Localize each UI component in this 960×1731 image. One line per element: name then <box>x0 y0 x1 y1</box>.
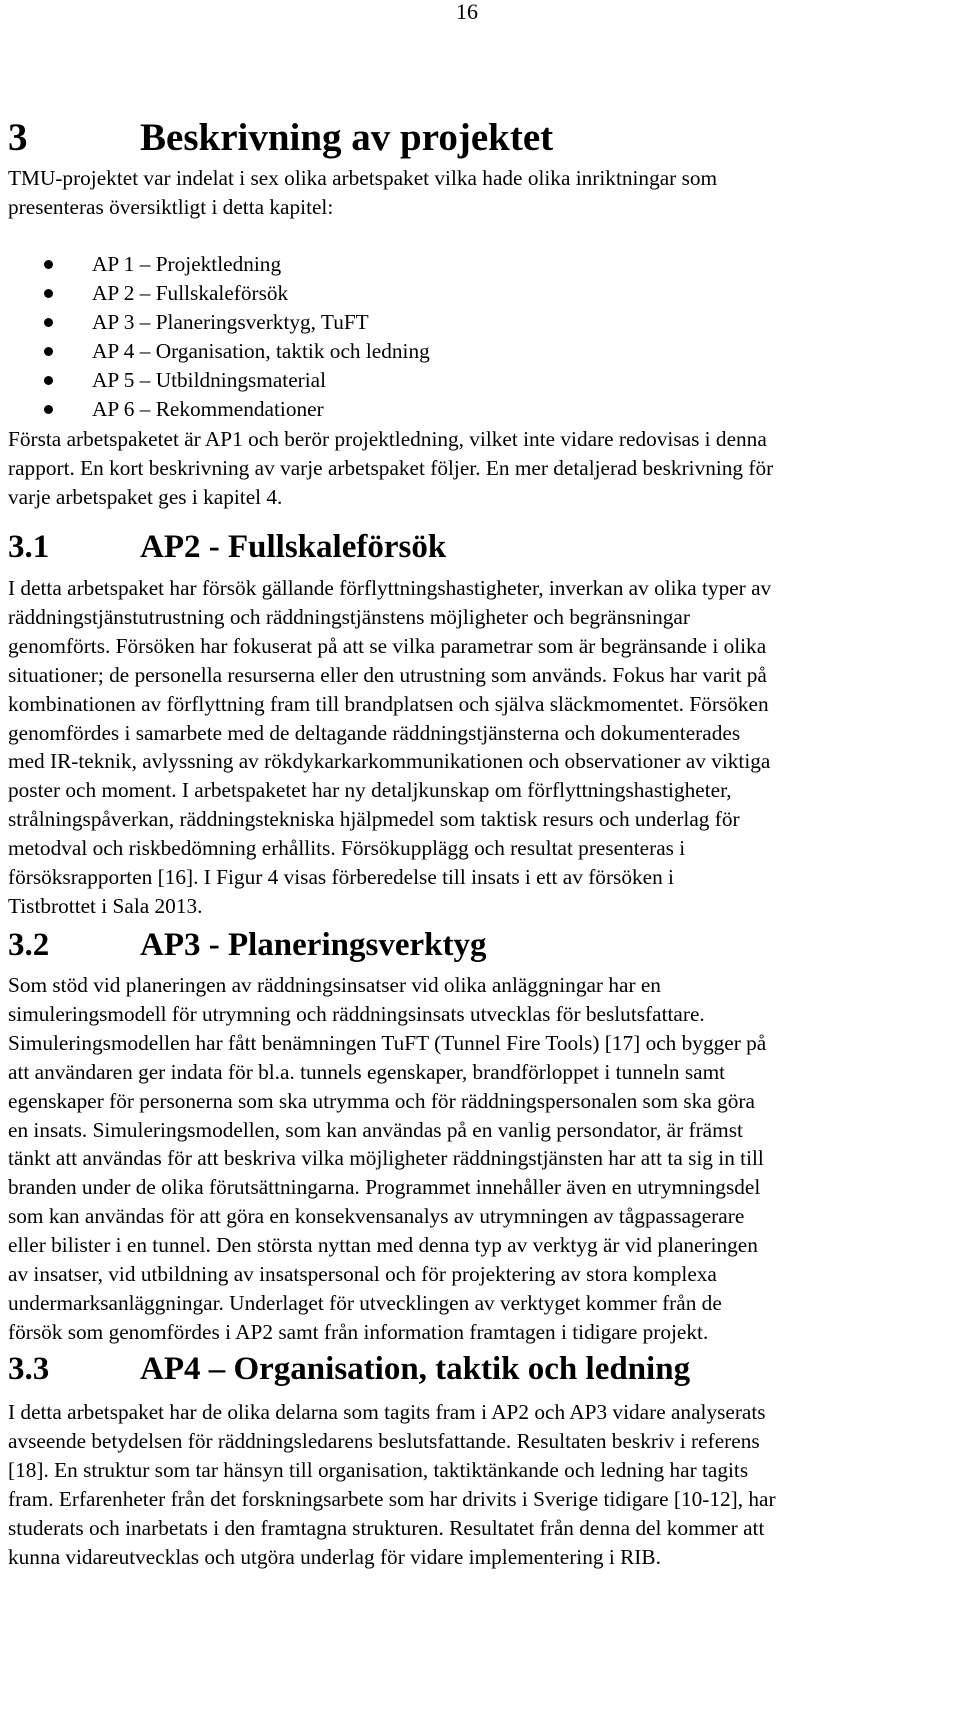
text-line: försöksrapporten [16]. I Figur 4 visas förberedelse till insats i ett av försöken i <box>8 865 674 890</box>
text-line: studerats och inarbetats i den framtagna strukturen. Resultatet från denna del kommer att <box>8 1515 765 1540</box>
list-item-label: AP 2 – Fullskaleförsök <box>92 280 289 305</box>
bullet-icon <box>44 318 53 327</box>
section-3-1-body <box>8 574 953 921</box>
section-3-heading <box>8 116 553 160</box>
text-line: räddningstjänstutrustning och räddningstjänstens möjligheter och begränsningar <box>8 604 690 629</box>
list-item <box>44 308 430 337</box>
section-3-2-title: AP3 - Planeringsverktyg <box>140 927 487 963</box>
text-line: Som stöd vid planeringen av räddningsinsatser vid olika anläggningar har en <box>8 973 661 997</box>
section-3-1-title: AP2 - Fullskaleförsök <box>140 529 447 565</box>
list-item <box>44 395 430 424</box>
section-3-summary <box>8 425 953 512</box>
bullet-icon <box>44 347 53 356</box>
section-3-3-number: 3.3 <box>8 1351 50 1387</box>
bullet-icon <box>44 376 53 385</box>
section-3-3-body <box>8 1398 953 1571</box>
list-item-label: AP 6 – Rekommendationer <box>92 396 324 421</box>
list-item <box>44 250 430 279</box>
text-line: tänkt att användas för att beskriva vilka möjligheter räddningstjänsten har att ta sig in till <box>8 1146 764 1171</box>
text-line: avseende betydelsen för räddningsledarens beslutsfattande. Resultaten beskriv i referens <box>8 1428 760 1453</box>
list-item-label: AP 3 – Planeringsverktyg, TuFT <box>92 309 369 334</box>
work-package-list <box>44 250 430 423</box>
page-number: 16 <box>456 0 478 24</box>
text-line: rapport. En kort beskrivning av varje arbetspaket följer. En mer detaljerad beskrivning för <box>8 455 774 480</box>
text-line: situationer; de personella resurserna eller den utrustning som används. Fokus har varit på <box>8 662 767 687</box>
text-line: fram. Erfarenheter från det forskningsarbete som har drivits i Sverige tidigare [10-12], har <box>8 1486 776 1511</box>
list-item <box>44 366 430 395</box>
text-line: kunna vidareutvecklas och utgöra underlag för vidare implementering i RIB. <box>8 1544 661 1569</box>
list-item <box>44 337 430 366</box>
text-line: strålningspåverkan, räddningstekniska hjälpmedel som taktisk resurs och underlag för <box>8 807 740 832</box>
text-line: presenteras översiktligt i detta kapitel: <box>8 194 334 219</box>
text-line: som kan användas för att göra en konsekvensanalys av utrymningen av tågpassagerare <box>8 1204 745 1229</box>
text-line: genomförts. Försöken har fokuserat på att se vilka parametrar som är begränsande i olika <box>8 633 767 658</box>
text-line: TMU-projektet var indelat i sex olika arbetspaket vilka hade olika inriktningar som <box>8 166 718 190</box>
section-3-1-number: 3.1 <box>8 529 50 565</box>
list-item <box>44 279 430 308</box>
list-item-label: AP 4 – Organisation, taktik och ledning <box>92 338 430 363</box>
section-3-2-number: 3.2 <box>8 927 50 963</box>
section-3-3-title: AP4 – Organisation, taktik och ledning <box>140 1351 691 1387</box>
list-item-label: AP 5 – Utbildningsmaterial <box>92 367 327 392</box>
bullet-icon <box>44 289 53 298</box>
text-line: av insatser, vid utbildning av insatspersonal och för projektering av stora komplexa <box>8 1262 717 1287</box>
bullet-icon <box>44 260 53 269</box>
text-line: poster och moment. I arbetspaketet har ny detaljkunskap om förflyttningshastigheter, <box>8 778 732 803</box>
text-line: varje arbetspaket ges i kapitel 4. <box>8 484 283 509</box>
text-line: en insats. Simuleringsmodellen, som kan användas på en vanlig persondator, är främst <box>8 1117 743 1142</box>
list-item-label: AP 1 – Projektledning <box>92 252 282 276</box>
text-line: Tistbrottet i Sala 2013. <box>8 893 203 918</box>
section-3-2-body <box>8 971 953 1347</box>
section-3-title: Beskrivning av projektet <box>140 116 554 159</box>
section-3-1-heading <box>8 528 446 566</box>
text-line: I detta arbetspaket har försök gällande förflyttningshastigheter, inverkan av olika typer av <box>8 576 772 600</box>
text-line: Simuleringsmodellen har fått benämningen TuFT (Tunnel Fire Tools) [17] och bygger på <box>8 1030 767 1055</box>
text-line: I detta arbetspaket har de olika delarna som tagits fram i AP2 och AP3 vidare analyserats <box>8 1400 766 1424</box>
text-line: [18]. En struktur som tar hänsyn till organisation, taktiktänkande och ledning har tagits <box>8 1457 749 1482</box>
text-line: att användaren ger indata för bl.a. tunnels egenskaper, brandförloppet i tunneln samt <box>8 1059 726 1084</box>
section-3-2-heading <box>8 926 486 964</box>
text-line: egenskaper för personerna som ska utrymma och för räddningspersonalen som ska göra <box>8 1088 755 1113</box>
text-line: undermarksanläggningar. Underlaget för utvecklingen av verktyget kommer från de <box>8 1290 722 1315</box>
text-line: kombinationen av förflyttning fram till brandplatsen och själva släckmomentet. Försöken <box>8 691 769 716</box>
text-line: simuleringsmodell för utrymning och räddningsinsats utvecklas för beslutsfattare. <box>8 1001 705 1026</box>
section-3-3-heading <box>8 1350 690 1388</box>
text-line: branden under de olika förutsättningarna. Programmet innehåller även en utrymningsdel <box>8 1175 761 1200</box>
text-line: med IR-teknik, avlyssning av rökdykarkarkommunikationen och observationer av viktiga <box>8 749 771 774</box>
text-line: metodval och riskbedömning erhållits. Försökupplägg och resultat presenteras i <box>8 836 686 861</box>
text-line: försök som genomfördes i AP2 samt från information framtagen i tidigare projekt. <box>8 1319 709 1344</box>
bullet-icon <box>44 405 53 414</box>
section-3-intro <box>8 164 953 222</box>
text-line: eller bilister i en tunnel. Den största nyttan med denna typ av verktyg är vid planeringen <box>8 1233 758 1258</box>
text-line: genomfördes i samarbete med de deltagande räddningstjänsterna och dokumenterades <box>8 720 741 745</box>
text-line: Första arbetspaketet är AP1 och berör projektledning, vilket inte vidare redovisas i denna <box>8 427 767 451</box>
section-3-number: 3 <box>8 116 28 159</box>
